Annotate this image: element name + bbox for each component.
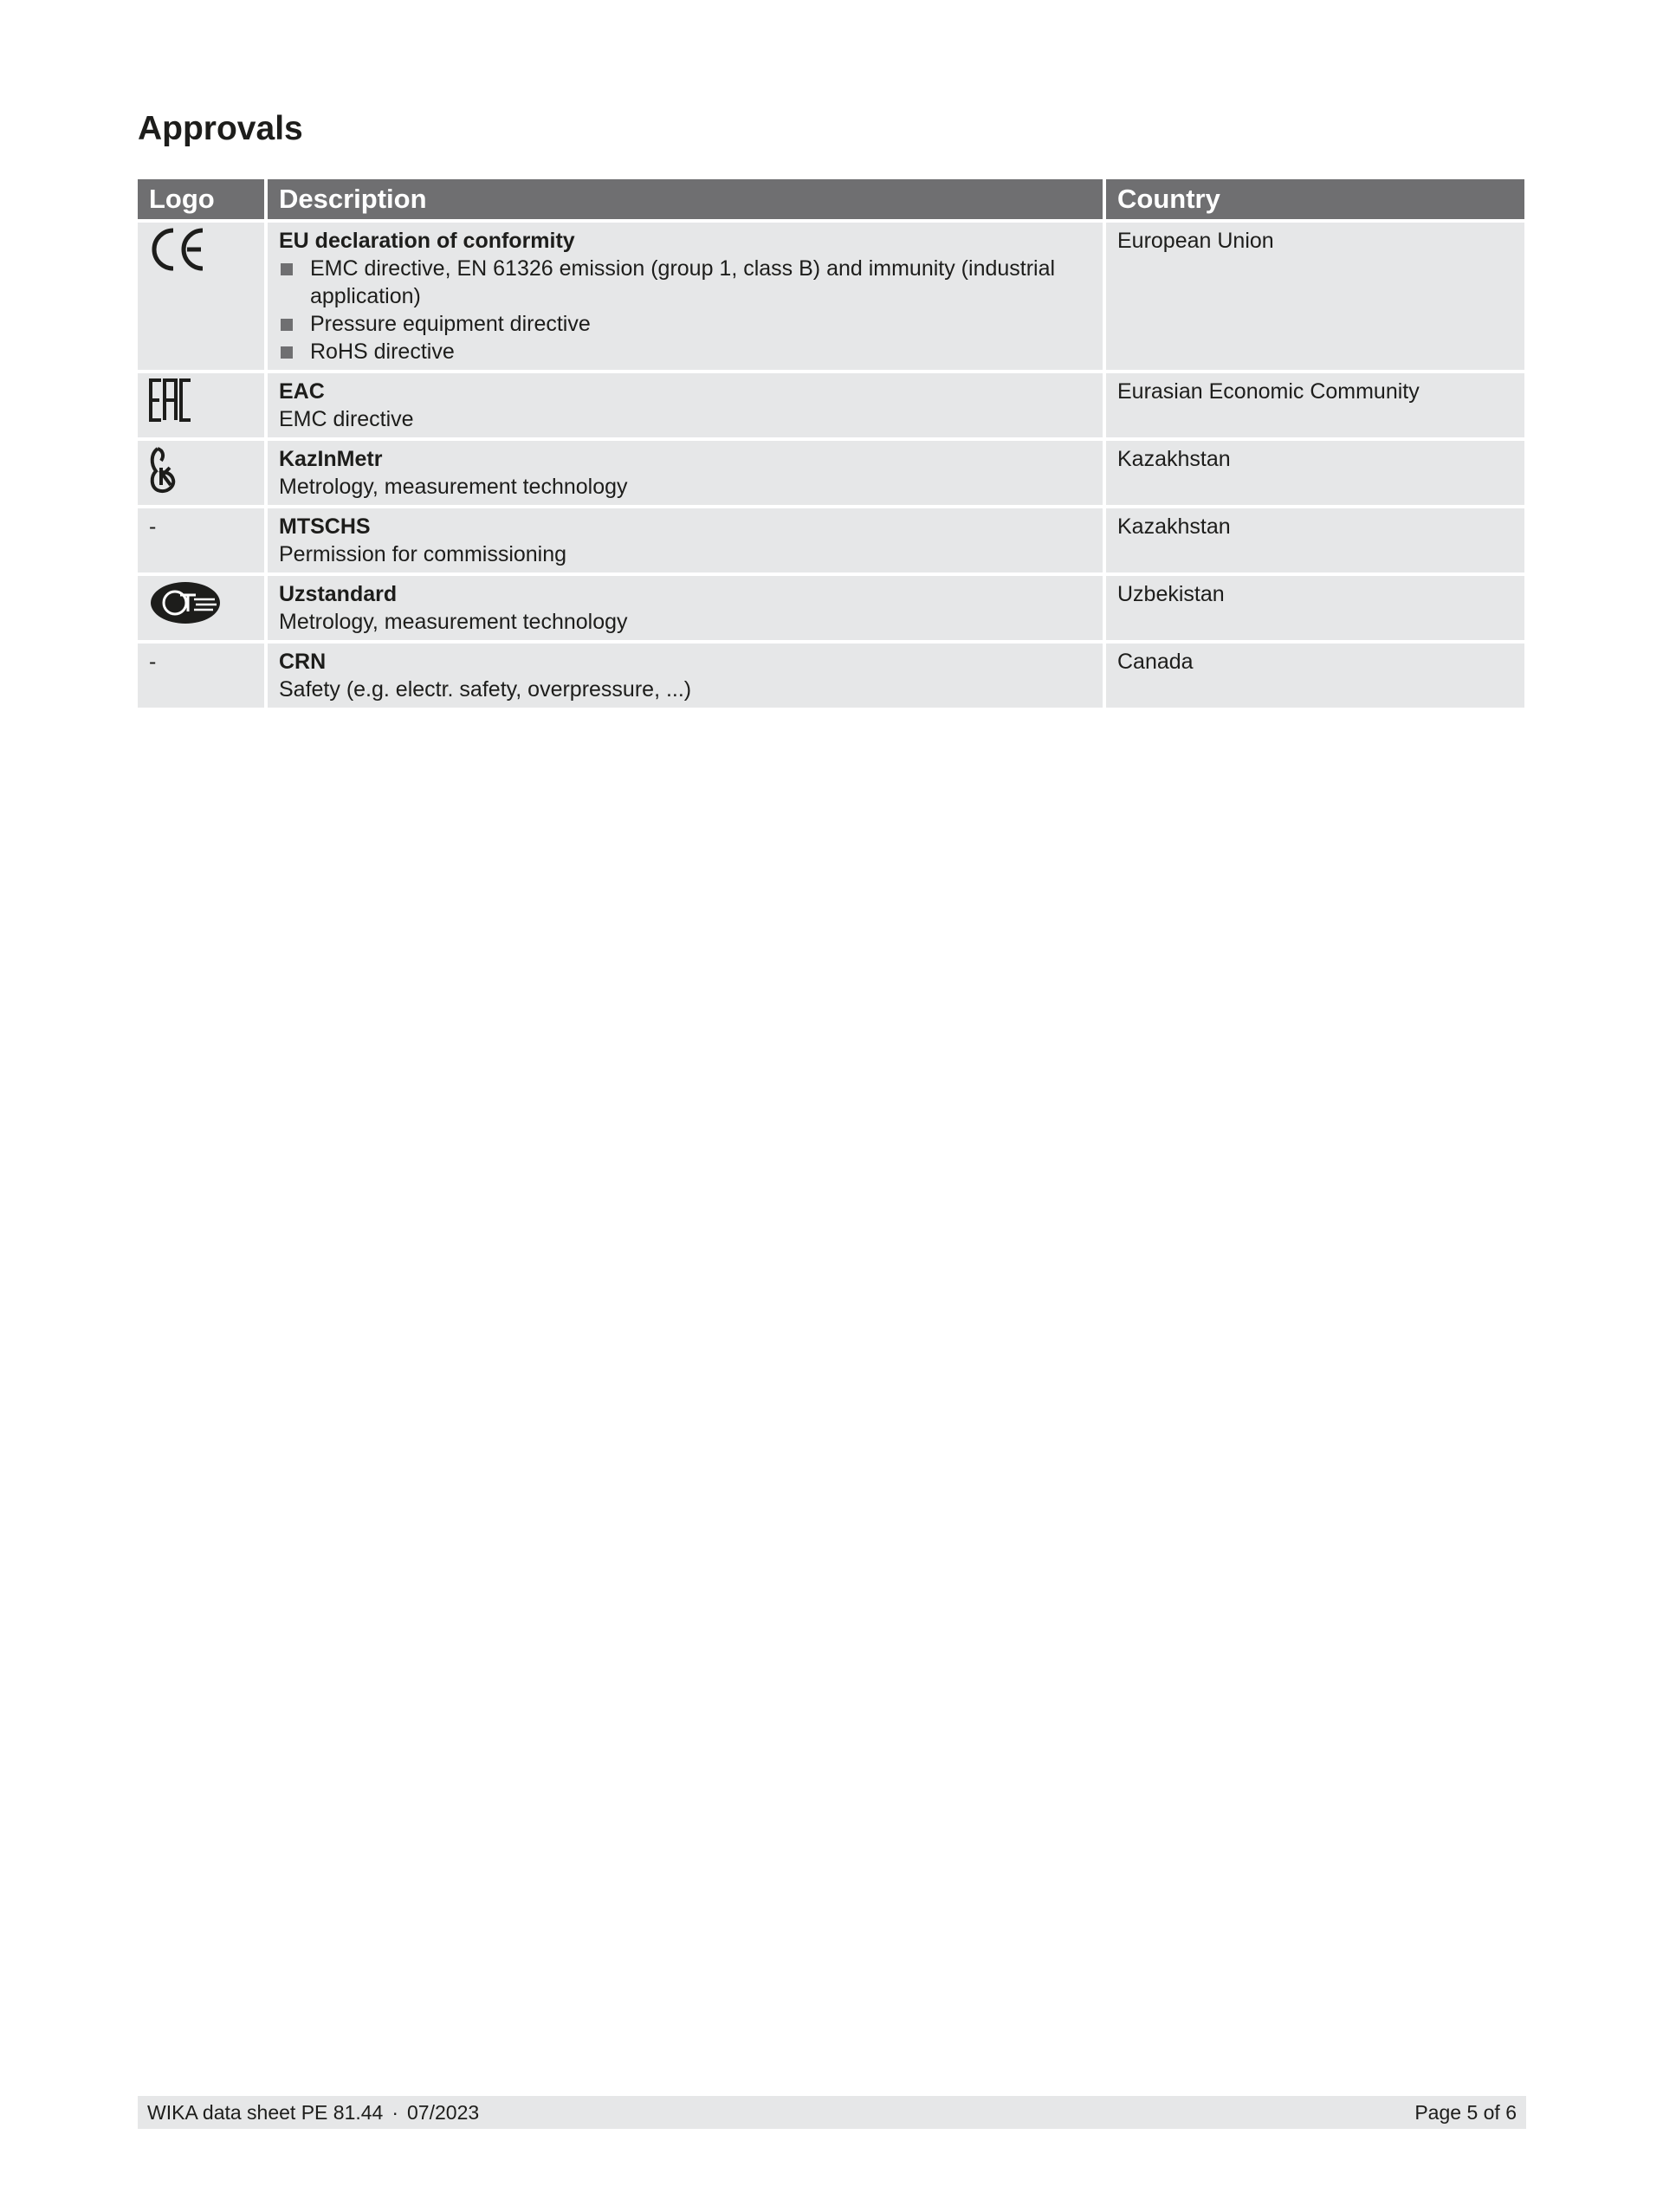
approval-title: Uzstandard: [279, 582, 398, 606]
approval-title: CRN: [279, 650, 327, 674]
logo-cell: [138, 644, 264, 708]
logo-cell: [138, 373, 264, 441]
country-cell: Kazakhstan: [1103, 508, 1524, 576]
footer-date: 07/2023: [407, 2101, 480, 2124]
table-row: [138, 508, 1524, 576]
uzstandard-mark-icon: [149, 580, 222, 625]
eac-mark-icon: [149, 378, 194, 423]
table-row: [138, 644, 1524, 708]
approval-description: Permission for commissioning: [279, 542, 567, 566]
approval-description: Metrology, measurement technology: [279, 475, 628, 499]
list-item: RoHS directive: [279, 338, 1091, 365]
country-cell: Uzbekistan: [1103, 576, 1524, 644]
approval-description: Safety (e.g. electr. safety, overpressure, ...): [279, 677, 692, 702]
country-cell: European Union: [1103, 223, 1524, 373]
table-row: [138, 223, 1524, 373]
table-row: [138, 441, 1524, 508]
list-item: Pressure equipment directive: [279, 310, 1091, 338]
approval-title: MTSCHS: [279, 514, 371, 539]
list-item: EMC directive, EN 61326 emission (group 1, class B) and immunity (industrial application): [279, 255, 1091, 310]
logo-cell: [138, 223, 264, 373]
approvals-table: [138, 179, 1524, 708]
no-logo-dash: -: [149, 514, 157, 539]
description-cell: [264, 576, 1103, 644]
logo-cell: [138, 441, 264, 508]
description-cell: [264, 373, 1103, 441]
page-footer: [138, 2096, 1526, 2129]
description-cell: [264, 441, 1103, 508]
column-header-country: Country: [1103, 179, 1524, 223]
table-row: [138, 576, 1524, 644]
page-title: Approvals: [138, 110, 303, 147]
footer-document-info: [147, 2096, 479, 2129]
column-header-logo: Logo: [138, 179, 264, 223]
approval-description: Metrology, measurement technology: [279, 610, 628, 634]
footer-separator: ·: [391, 2101, 399, 2124]
logo-cell: [138, 576, 264, 644]
approval-title: KazInMetr: [279, 447, 383, 471]
approval-title: EU declaration of conformity: [279, 229, 575, 253]
country-cell: Canada: [1103, 644, 1524, 708]
approval-title: EAC: [279, 379, 325, 404]
directive-list: [279, 255, 1091, 365]
kazinmetr-mark-icon: [149, 445, 178, 494]
footer-document: WIKA data sheet PE 81.44: [147, 2101, 384, 2124]
country-cell: Eurasian Economic Community: [1103, 373, 1524, 441]
table-header-row: [138, 179, 1524, 223]
footer-page-number: Page 5 of 6: [1414, 2101, 1517, 2124]
country-cell: Kazakhstan: [1103, 441, 1524, 508]
description-cell: [264, 223, 1103, 373]
column-header-description: Description: [264, 179, 1103, 223]
logo-cell: [138, 508, 264, 576]
no-logo-dash: -: [149, 650, 157, 674]
table-row: [138, 373, 1524, 441]
description-cell: [264, 508, 1103, 576]
approval-description: EMC directive: [279, 407, 414, 431]
ce-mark-icon: [149, 227, 210, 272]
description-cell: [264, 644, 1103, 708]
